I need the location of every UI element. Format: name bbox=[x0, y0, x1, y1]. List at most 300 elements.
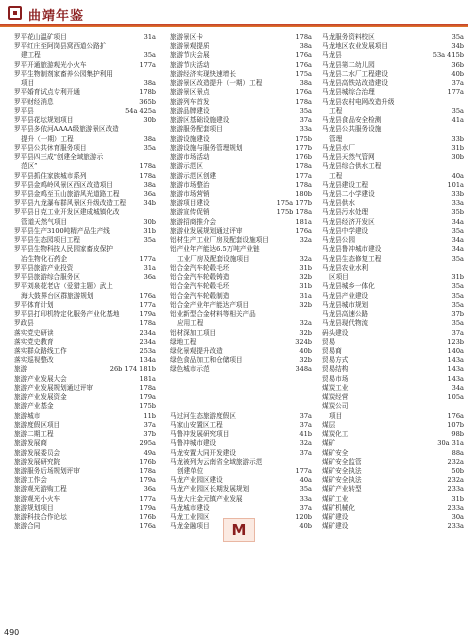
index-page-ref: 33a bbox=[451, 199, 464, 208]
index-entry bbox=[322, 255, 464, 264]
index-entry bbox=[170, 347, 312, 356]
index-term: 煤炭经营 bbox=[322, 393, 349, 402]
index-page-ref: 178a bbox=[295, 33, 312, 41]
index-term: 提升（一期）工程 bbox=[21, 134, 74, 143]
index-term: 旅游宣传促销 bbox=[170, 208, 210, 217]
index-page-ref: 34b bbox=[451, 42, 464, 51]
index-page-ref: 31b bbox=[451, 494, 464, 503]
index-page-ref: 30b bbox=[143, 116, 156, 125]
index-entry bbox=[322, 107, 464, 116]
index-page-ref: 33b bbox=[451, 134, 464, 143]
index-entry bbox=[170, 42, 312, 51]
index-entry bbox=[322, 144, 464, 153]
index-page-ref: 35a bbox=[451, 319, 464, 328]
index-page-ref: 179a bbox=[139, 476, 156, 485]
index-term: 罗平县金鸡岭风景区西区改造项目 bbox=[14, 180, 113, 189]
index-term: 工程 bbox=[329, 106, 343, 115]
index-term: 马鲁冲发展研究项目 bbox=[170, 430, 230, 439]
index-entry bbox=[14, 301, 156, 310]
index-term: 旅游合同 bbox=[14, 522, 41, 531]
index-term: 旅游观光游购工程 bbox=[14, 485, 67, 494]
index-entry bbox=[322, 33, 464, 42]
index-page-ref: 35a bbox=[299, 106, 312, 115]
index-page-ref: 176b bbox=[295, 153, 312, 162]
index-entry bbox=[170, 61, 312, 70]
index-entry bbox=[14, 375, 156, 384]
index-term: 旅游工作会 bbox=[14, 476, 47, 485]
index-page-ref: 37a bbox=[299, 503, 312, 512]
index-entry bbox=[322, 356, 464, 365]
index-term: 罗平花山温矿项目 bbox=[14, 33, 67, 41]
index-term: 铝材生产工业厂房及配套设施项目 bbox=[170, 236, 269, 245]
index-entry bbox=[14, 218, 156, 227]
index-entry bbox=[170, 430, 312, 439]
index-entry bbox=[170, 208, 312, 217]
index-term: 管道天然气项目 bbox=[21, 217, 68, 226]
index-term: 旅游产业基金 bbox=[14, 402, 54, 411]
index-entry bbox=[14, 292, 156, 301]
index-term: 旅游发展研究院 bbox=[14, 457, 61, 466]
index-term: 罗平县金鸡至玉山旅游风光道路工程 bbox=[14, 189, 120, 198]
index-page-ref: 143a bbox=[447, 374, 464, 383]
index-page-ref: 32b bbox=[299, 356, 312, 365]
index-term: 罗平县生物科技人民园家畜皮保护 bbox=[14, 245, 113, 254]
index-entry bbox=[170, 273, 312, 282]
index-page-ref: 253a bbox=[139, 346, 156, 355]
index-entry bbox=[322, 384, 464, 393]
index-term: 码头建设 bbox=[322, 328, 349, 337]
index-page-ref: 40a bbox=[299, 476, 312, 485]
index-term: 马龙县综合供水工程 bbox=[322, 162, 382, 171]
index-term: 煤矿 bbox=[322, 439, 336, 448]
index-term: 煤矿工业 bbox=[322, 494, 349, 503]
index-entry bbox=[170, 125, 312, 134]
index-term: 马龙县 bbox=[322, 51, 342, 60]
index-entry bbox=[322, 125, 464, 134]
index-term: 马龙产业园区建设 bbox=[170, 476, 223, 485]
index-term: 马龙县高铁站改造建设 bbox=[322, 79, 388, 88]
index-page-ref: 234a bbox=[139, 337, 156, 346]
index-entry bbox=[14, 310, 156, 319]
index-term: 煤矿产业转型 bbox=[322, 485, 362, 494]
index-page-ref: 178a bbox=[139, 319, 156, 328]
index-entry bbox=[14, 33, 156, 42]
index-term: 马龙县高速公路 bbox=[322, 310, 369, 319]
index-term: 马龙县鲁冲城市建设 bbox=[322, 245, 382, 254]
index-term: 旅游科技合作论坛 bbox=[14, 513, 67, 522]
index-page-ref: 38a bbox=[299, 42, 312, 51]
index-page-ref: 107b bbox=[447, 420, 464, 429]
index-entry bbox=[170, 485, 312, 494]
index-page-ref: 98b bbox=[451, 430, 464, 439]
index-entry bbox=[14, 208, 156, 217]
index-term: 马龙县公园 bbox=[322, 236, 355, 245]
index-page-ref: 177a bbox=[139, 60, 156, 69]
index-term: 马龙县农村电网改造升级 bbox=[322, 97, 395, 106]
index-page-ref: 234a bbox=[139, 328, 156, 337]
index-entry bbox=[14, 402, 156, 411]
index-entry bbox=[170, 467, 312, 476]
index-page-ref: 31a bbox=[299, 291, 312, 300]
index-page-ref: 34a bbox=[451, 217, 464, 226]
index-entry bbox=[170, 301, 312, 310]
index-entry bbox=[170, 98, 312, 107]
index-entry bbox=[170, 412, 312, 421]
index-term: 旅游服务配套项目 bbox=[170, 125, 223, 134]
index-term: 旅游服务后场规划评审 bbox=[14, 467, 80, 476]
index-page-ref: 32b bbox=[299, 273, 312, 282]
index-entry bbox=[14, 79, 156, 88]
index-page-ref: 134a bbox=[139, 356, 156, 365]
index-entry bbox=[322, 273, 464, 282]
index-entry bbox=[14, 504, 156, 513]
index-term: 罗政县 bbox=[14, 319, 34, 328]
index-page-ref: 143a bbox=[447, 356, 464, 365]
index-entry bbox=[322, 421, 464, 430]
index-entry bbox=[170, 393, 312, 402]
index-page-ref: 37a bbox=[451, 79, 464, 88]
index-entry bbox=[322, 61, 464, 70]
index-term: 马龙服务资料校区 bbox=[322, 33, 375, 41]
index-term: 马龙城市建设 bbox=[170, 503, 210, 512]
index-page-ref: 175a 177b bbox=[276, 199, 312, 208]
index-term: 马龙地区农业发展项目 bbox=[322, 42, 388, 51]
index-term: 罗平县抓住家族城市系列 bbox=[14, 171, 87, 180]
index-entry bbox=[322, 245, 464, 254]
index-page-ref: 105a bbox=[447, 393, 464, 402]
index-term: 应用工程 bbox=[177, 319, 204, 328]
index-entry bbox=[322, 218, 464, 227]
index-term: 旅游区基础设施建设 bbox=[170, 116, 230, 125]
index-page-ref: 37b bbox=[451, 310, 464, 319]
index-entry bbox=[14, 430, 156, 439]
index-term: 落实党史教育 bbox=[14, 337, 54, 346]
index-page-ref: 31b bbox=[451, 143, 464, 152]
index-page-ref: 176a bbox=[447, 411, 464, 420]
index-term: 煤炭公司 bbox=[322, 402, 349, 411]
index-entry bbox=[322, 365, 464, 374]
index-entry bbox=[14, 495, 156, 504]
index-term: 铝合金汽车轮毂毛坯 bbox=[170, 282, 230, 291]
index-term: 马龙县中学建设 bbox=[322, 226, 369, 235]
index-term: 马龙产业园区长期发展规划 bbox=[170, 485, 250, 494]
index-page-ref: 35a bbox=[299, 485, 312, 494]
index-term: 贸易结构 bbox=[322, 365, 349, 374]
index-page-ref: 179a bbox=[139, 503, 156, 512]
index-term: 旅游市场活动 bbox=[170, 153, 210, 162]
index-term: 马过河生态旅游度假区 bbox=[170, 411, 236, 420]
index-entry bbox=[322, 70, 464, 79]
index-page-ref: 34a bbox=[451, 236, 464, 245]
index-term: 马龙县天然气管网 bbox=[322, 153, 375, 162]
index-term: 煤炭工业 bbox=[322, 383, 349, 392]
index-entry bbox=[14, 227, 156, 236]
index-term: 马家山安置区工程 bbox=[170, 420, 223, 429]
index-entry bbox=[170, 135, 312, 144]
index-term: 范区” bbox=[21, 162, 38, 171]
index-entry bbox=[14, 319, 156, 328]
index-entry bbox=[322, 375, 464, 384]
index-term: 煤层 bbox=[322, 420, 336, 429]
index-term: 区项目 bbox=[329, 273, 349, 282]
index-entry bbox=[170, 282, 312, 291]
index-entry bbox=[170, 199, 312, 208]
index-entry bbox=[14, 347, 156, 356]
index-term: 工程 bbox=[329, 171, 343, 180]
index-entry bbox=[14, 365, 156, 374]
index-entry bbox=[14, 88, 156, 97]
index-entry bbox=[170, 264, 312, 273]
index-entry bbox=[170, 449, 312, 458]
index-entry bbox=[170, 79, 312, 88]
index-page-ref: 32b bbox=[299, 328, 312, 337]
index-page-ref: 38a bbox=[143, 79, 156, 88]
index-page-ref: 35a bbox=[451, 226, 464, 235]
index-page-ref: 26b 174 181b bbox=[109, 365, 156, 374]
index-page-ref: 176a bbox=[295, 51, 312, 60]
index-term: 马龙县城乡一体化 bbox=[322, 282, 375, 291]
index-term: 落实巡视整改 bbox=[14, 356, 54, 365]
index-page-ref: 34a bbox=[451, 245, 464, 254]
index-term: 铝合金产业年产能达产项目 bbox=[170, 300, 250, 309]
index-page-ref: 54a 425a bbox=[125, 106, 156, 115]
index-term: 马鲁冲城市建设 bbox=[170, 439, 217, 448]
index-page-ref: 33a bbox=[299, 125, 312, 134]
index-term: 旅游二期工程 bbox=[14, 430, 54, 439]
index-entry bbox=[170, 245, 312, 254]
index-term: 旅游设施与服务管理规划 bbox=[170, 143, 243, 152]
index-page-ref: 365b bbox=[139, 97, 156, 106]
index-entry bbox=[322, 282, 464, 291]
index-entry bbox=[322, 116, 464, 125]
index-entry bbox=[14, 144, 156, 153]
index-term: 罗平县 bbox=[14, 106, 34, 115]
index-entry bbox=[322, 476, 464, 485]
index-entry bbox=[322, 153, 464, 162]
index-entry bbox=[14, 384, 156, 393]
index-page-ref: 176a bbox=[295, 60, 312, 69]
index-page-ref: 38a bbox=[143, 180, 156, 189]
index-entry bbox=[14, 107, 156, 116]
index-page-ref: 180b bbox=[295, 189, 312, 198]
index-entry bbox=[322, 98, 464, 107]
index-term: 旅游市场营销 bbox=[170, 189, 210, 198]
index-term: 绿地工程 bbox=[170, 337, 197, 346]
index-term: 旅游招商推介会 bbox=[170, 217, 217, 226]
index-term: 罗平刘泉花老店（爱猎主题）武上 bbox=[14, 282, 113, 291]
index-page-ref: 53a 415b bbox=[432, 51, 464, 60]
index-entry bbox=[170, 33, 312, 42]
index-term: 旅游景区景点 bbox=[170, 88, 210, 97]
index-page-ref: 175b bbox=[295, 134, 312, 143]
index-entry bbox=[322, 181, 464, 190]
index-term: 罗平县打印机特定化服务产业化基地 bbox=[14, 310, 120, 319]
index-page-ref: 31b bbox=[451, 273, 464, 282]
index-term: 马龙县公共服务设施 bbox=[322, 125, 382, 134]
index-page-ref: 32a bbox=[299, 439, 312, 448]
index-entry bbox=[14, 356, 156, 365]
index-page-ref: 179a bbox=[139, 310, 156, 319]
index-page-ref: 31a bbox=[143, 33, 156, 41]
index-page-ref: 38a bbox=[299, 79, 312, 88]
index-entry bbox=[14, 449, 156, 458]
index-page-ref: 35a bbox=[451, 33, 464, 41]
index-page-ref: 33a bbox=[299, 494, 312, 503]
index-entry bbox=[322, 402, 464, 411]
index-term: 罗平体育计划 bbox=[14, 300, 54, 309]
index-term: 旅游设施建设 bbox=[170, 134, 210, 143]
index-term: 旅游发展委员会 bbox=[14, 448, 61, 457]
index-entry bbox=[14, 190, 156, 199]
index-entry bbox=[14, 236, 156, 245]
index-term: 马龙县二水厂工程建设 bbox=[322, 69, 388, 78]
index-entry bbox=[14, 125, 156, 134]
index-page-ref: 32a bbox=[299, 254, 312, 263]
index-page-ref: 178a bbox=[295, 180, 312, 189]
index-entry bbox=[14, 264, 156, 273]
index-page-ref: 37b bbox=[143, 430, 156, 439]
index-page-ref: 40b bbox=[299, 522, 312, 531]
index-term: 罗平县九龙瀑布群风景区升级改造工程 bbox=[14, 199, 127, 208]
index-entry bbox=[170, 365, 312, 374]
index-page-ref: 176a bbox=[295, 88, 312, 97]
index-column-2 bbox=[170, 33, 312, 532]
index-entry bbox=[14, 412, 156, 421]
header-rule bbox=[0, 24, 468, 27]
index-term: 落实党史研读 bbox=[14, 328, 54, 337]
index-entry bbox=[14, 439, 156, 448]
index-entry bbox=[322, 338, 464, 347]
index-term: 旅游产业发展大会 bbox=[14, 374, 67, 383]
index-entry bbox=[14, 513, 156, 522]
index-entry bbox=[170, 439, 312, 448]
index-page-ref: 37a bbox=[299, 411, 312, 420]
index-entry bbox=[170, 255, 312, 264]
index-page-ref: 178a bbox=[139, 171, 156, 180]
section-letter-badge: M bbox=[223, 518, 255, 542]
index-page-ref: 178a bbox=[295, 97, 312, 106]
index-term: 绿色食品加工和仓储项目 bbox=[170, 356, 243, 365]
index-term: 罗平红庄至阿岗县窝西道公路扩 bbox=[14, 42, 107, 51]
index-page-ref: 176a bbox=[139, 522, 156, 531]
index-page-ref: 175a bbox=[295, 69, 312, 78]
index-page-ref: 176a bbox=[139, 291, 156, 300]
index-entry bbox=[14, 421, 156, 430]
index-term: 煤矿建设 bbox=[322, 522, 349, 531]
index-page-ref: 179a bbox=[139, 393, 156, 402]
index-entry bbox=[170, 116, 312, 125]
index-entry bbox=[170, 402, 312, 411]
index-term: 煤矿安全监管 bbox=[322, 457, 362, 466]
index-page-ref: 143a bbox=[447, 365, 464, 374]
index-column-1 bbox=[14, 33, 156, 532]
index-page-ref: 181a bbox=[139, 374, 156, 383]
index-page-ref: 35a bbox=[451, 254, 464, 263]
index-page-ref: 177a bbox=[139, 300, 156, 309]
index-entry bbox=[322, 319, 464, 328]
index-term: 管理 bbox=[329, 134, 343, 143]
index-term: 旅游景区卡 bbox=[170, 33, 203, 41]
index-page-ref: 35b bbox=[451, 208, 464, 217]
index-page-ref: 181a bbox=[295, 217, 312, 226]
index-entry bbox=[170, 384, 312, 393]
index-term: 旅游节庆活动 bbox=[170, 60, 210, 69]
index-page-ref: 175b bbox=[139, 402, 156, 411]
index-entry bbox=[170, 51, 312, 60]
index-page-ref: 32a bbox=[299, 319, 312, 328]
index-entry bbox=[14, 98, 156, 107]
index-term: 马龙县生态修复工程 bbox=[322, 254, 382, 263]
index-page-ref: 35a bbox=[451, 282, 464, 291]
index-page-ref: 37a bbox=[299, 420, 312, 429]
index-term: 罗平婚育试点专利开通 bbox=[14, 88, 80, 97]
index-term: 罗平县公共休育服务项目 bbox=[14, 143, 87, 152]
index-page-ref: 35a bbox=[143, 143, 156, 152]
index-entry bbox=[14, 51, 156, 60]
index-page-ref: 176b bbox=[139, 513, 156, 522]
index-entry bbox=[322, 227, 464, 236]
index-page-ref: 31b bbox=[143, 226, 156, 235]
index-page-ref: 36b bbox=[451, 60, 464, 69]
index-entry bbox=[170, 375, 312, 384]
index-entry bbox=[322, 467, 464, 476]
index-term: 马龙县污水处理 bbox=[322, 208, 369, 217]
index-page-ref: 41a bbox=[451, 116, 464, 125]
index-entry bbox=[322, 329, 464, 338]
index-term: 铝材深加工项目 bbox=[170, 328, 217, 337]
index-entry bbox=[322, 88, 464, 97]
index-entry bbox=[14, 338, 156, 347]
index-page-ref: 176b bbox=[139, 457, 156, 466]
index-entry bbox=[322, 439, 464, 448]
index-entry bbox=[322, 236, 464, 245]
index-entry bbox=[322, 172, 464, 181]
index-term: 马龙县经济开发区 bbox=[322, 217, 375, 226]
index-page-ref: 140a bbox=[447, 346, 464, 355]
index-page-ref: 324b bbox=[295, 337, 312, 346]
index-entry bbox=[322, 504, 464, 513]
index-term: 旅游产业发展规划通过评审 bbox=[14, 383, 94, 392]
index-entry bbox=[14, 135, 156, 144]
index-entry bbox=[14, 282, 156, 291]
index-term: 罗平县旅游产业投资 bbox=[14, 263, 74, 272]
index-page-ref: 36a bbox=[143, 485, 156, 494]
index-entry bbox=[170, 310, 312, 319]
index-term: 建工程 bbox=[21, 51, 41, 60]
index-term: 旅游观光小火车 bbox=[14, 494, 61, 503]
index-entry bbox=[14, 162, 156, 171]
index-page-ref: 34a bbox=[451, 383, 464, 392]
index-entry bbox=[170, 236, 312, 245]
index-entry bbox=[14, 458, 156, 467]
index-entry bbox=[322, 458, 464, 467]
index-entry bbox=[322, 51, 464, 60]
index-page-ref: 176a bbox=[295, 226, 312, 235]
index-term: 贸易方式 bbox=[322, 356, 349, 365]
index-term: 马龙县第二幼儿园 bbox=[322, 60, 375, 69]
index-entry bbox=[170, 107, 312, 116]
index-page-ref: 30b bbox=[451, 153, 464, 162]
index-entry bbox=[322, 199, 464, 208]
index-entry bbox=[322, 42, 464, 51]
index-page-ref: 50b bbox=[451, 467, 464, 476]
index-page-ref: 37a bbox=[451, 328, 464, 337]
index-page-ref: 49a bbox=[143, 448, 156, 457]
index-entry bbox=[170, 356, 312, 365]
index-page-ref: 30a bbox=[451, 513, 464, 522]
index-term: 罗平县旅游综合服务区 bbox=[14, 273, 80, 282]
index-term: 马龙县产业建设 bbox=[322, 291, 369, 300]
